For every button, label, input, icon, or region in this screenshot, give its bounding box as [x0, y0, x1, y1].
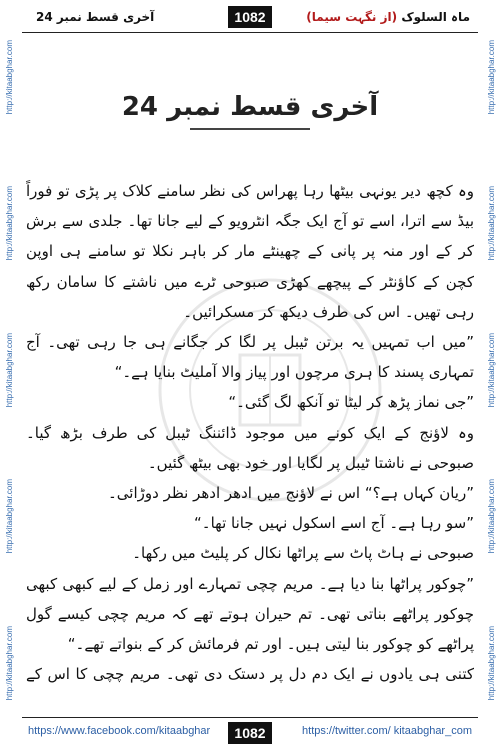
paragraph: ”سو رہا ہے۔ آج اسے اسکول نہیں جانا تھا۔“: [194, 514, 474, 533]
magazine-name: ماہ السلوک: [401, 10, 470, 24]
paragraph: وہ لاؤنج کے ایک کونے میں موجود ڈائننگ ٹیبل کی طرف بڑھ گیا۔ صبوحی نے ناشتا ٹیبل پر لگایا اور خود بھی بیٹھ گئیں۔: [26, 423, 474, 472]
header-page-number: 1082: [228, 6, 272, 28]
paragraph: ”میں اب تمہیں یہ برتن ٹیبل پر لگا کر جگانے ہی جا رہی تھی۔ آج تمہاری پسند کا ہری مرچوں اور پیاز والا آملیٹ بنایا ہے۔“: [26, 333, 474, 382]
story-body: [26, 176, 474, 696]
twitter-link[interactable]: https://twitter.com/ kitaabghar_com: [302, 725, 472, 737]
side-url-text: http://kitaabghar.com: [486, 479, 496, 554]
page-title: آخری قسط نمبر 24: [121, 92, 379, 122]
paragraph: ”ریان کہاں ہے؟“ اس نے لاؤنج میں ادھر ادھر نظر دوڑائی۔: [108, 484, 474, 503]
side-url-text: http://kitaabghar.com: [4, 332, 14, 408]
right-side-watermark: [482, 40, 500, 700]
side-url-text: http://kitaabghar.com: [4, 40, 14, 115]
side-url-text: http://kitaabghar.com: [4, 625, 14, 700]
paragraph: ”چوکور پراٹھا بنا دیا ہے۔ مریم چچی تمہارے اور زمل کے لیے کبھی کبھی چوکور پراٹھے بناتی تھی۔ تم حیران ہوتے تھے کہ مریم چچی کیسے گول پراٹھے کو چوکور بنا لیتی ہیں۔ اور تم فرمائش کر کے بنواتے تھے۔“: [26, 574, 474, 654]
footer-page-number: 1082: [228, 722, 272, 744]
facebook-link[interactable]: https://www.facebook.com/kitaabghar: [28, 725, 211, 737]
paragraph: صبوحی نے ہاٹ پاٹ سے پراٹھا نکال کر پلیٹ میں رکھا۔: [132, 544, 474, 563]
paragraph: کتنی ہی یادوں نے ایک دم دل پر دستک دی تھی۔ مریم چچی کا اس کے: [26, 665, 474, 684]
author-name: (از نگہت سیما): [306, 10, 398, 24]
page-footer: [22, 717, 478, 744]
side-url-text: http://kitaabghar.com: [486, 40, 496, 115]
side-url-text: http://kitaabghar.com: [486, 625, 496, 700]
side-url-text: http://kitaabghar.com: [486, 186, 496, 261]
page-header: [22, 6, 478, 33]
side-url-text: http://kitaabghar.com: [4, 479, 14, 554]
title-underline: [190, 128, 310, 130]
side-url-text: http://kitaabghar.com: [4, 186, 14, 261]
header-magazine: [306, 10, 470, 24]
header-episode-title: آخری قسط نمبر 24: [36, 10, 155, 24]
left-side-watermark: [0, 40, 18, 700]
side-url-text: http://kitaabghar.com: [486, 332, 496, 408]
paragraph: ”جی نماز پڑھ کر لیٹا تو آنکھ لگ گئی۔“: [228, 393, 474, 412]
paragraph: وہ کچھ دیر یونہی بیٹھا رہا پھراس کی نظر سامنے کلاک پر پڑی تو فوراً بیڈ سے اترا، اسے تو آج ایک جگہ انٹرویو کے لیے جانا تھا۔ جلدی سے برش کر کے اور منہ پر پانی کے چھینٹے مار کر باہر نکلا تو سامنے ہی اوپن کچن کے کاؤنٹر کے پیچھے کھڑی صبوحی ٹرے میں ناشتے کا سامان رکھ رہی تھیں۔ اس کی طرف دیکھ کر مسکرائیں۔: [26, 182, 474, 321]
